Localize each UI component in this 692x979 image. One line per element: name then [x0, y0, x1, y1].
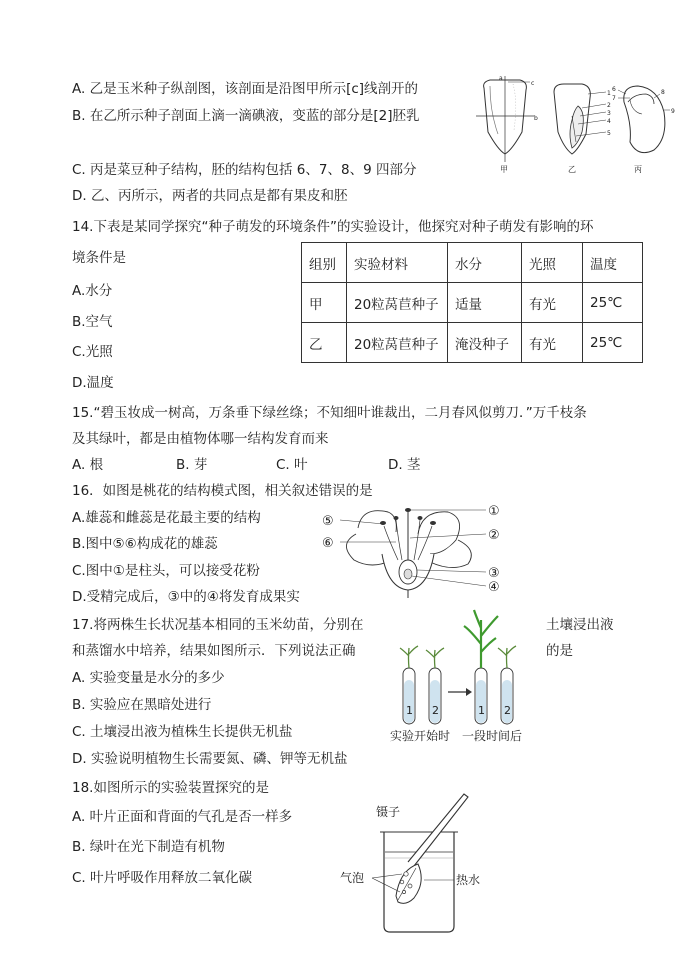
q13-option-c: C. 丙是菜豆种子结构，胚的结构包括 6、7、8、9 四部分: [72, 162, 417, 178]
seed-structure-figure: [468, 72, 678, 180]
label-tweezers: 镊子: [376, 805, 401, 819]
q13-option-d: D. 乙、丙所示，两者的共同点是都有果皮和胚: [72, 188, 348, 204]
q14-option-c: C.光照: [72, 344, 113, 360]
table-cell: 25℃: [583, 283, 643, 323]
label-circled-1: ①: [488, 504, 500, 519]
q14-option-b: B.空气: [72, 314, 113, 330]
label-c: c: [531, 80, 535, 87]
label-circled-6: ⑥: [322, 536, 334, 551]
label-6: 6: [612, 86, 616, 93]
table-header-row: [302, 243, 643, 283]
tube-label-2-before: 2: [432, 704, 439, 717]
q15-option-b: B. 芽: [176, 457, 208, 473]
table-cell: 甲: [302, 283, 347, 323]
table-cell: 20粒莴苣种子: [347, 323, 448, 363]
tube-label-1-before: 1: [406, 704, 413, 717]
tube-label-1-after: 1: [478, 704, 485, 717]
q16-stem: 16．如图是桃花的结构模式图，相关叙述错误的是: [72, 483, 373, 499]
label-9: 9: [671, 108, 675, 115]
q14-stem-line1: 14.下表是某同学探究“种子萌发的环境条件”的实验设计，他探究对种子萌发有影响的环: [72, 219, 594, 235]
q14-option-a: A.水分: [72, 283, 113, 299]
q15-stem-line1: 15.“碧玉妆成一树高，万条垂下绿丝绦；不知细叶谁裁出，二月春风似剪刀．”万千枝条: [72, 405, 587, 421]
q18-stem: 18.如图所示的实验装置探究的是: [72, 780, 269, 796]
label-8: 8: [661, 89, 665, 96]
tube-label-2-after: 2: [504, 704, 511, 717]
q14-stem-line2: 境条件是: [72, 250, 126, 266]
label-bubbles: 气泡: [340, 871, 365, 885]
header-water: 水分: [448, 243, 522, 283]
q17-option-d: D. 实验说明植物生长需要氮、磷、钾等无机盐: [72, 751, 348, 767]
table-cell: 适量: [448, 283, 522, 323]
label-circled-4: ④: [488, 580, 500, 595]
table-cell: 有光: [522, 283, 583, 323]
header-material: 实验材料: [347, 243, 448, 283]
q17-option-a: A. 实验变量是水分的多少: [72, 670, 225, 686]
label-5: 5: [607, 130, 611, 137]
table-cell: 淹没种子: [448, 323, 522, 363]
caption-start: 实验开始时: [390, 729, 451, 743]
label-b: b: [534, 115, 538, 122]
q13-option-b: B. 在乙所示种子剖面上滴一滴碘液，变蓝的部分是[2]胚乳: [72, 108, 420, 124]
q15-option-c: C. 叶: [276, 457, 308, 473]
q18-option-b: B. 绿叶在光下制造有机物: [72, 839, 225, 855]
q14-option-d: D.温度: [72, 375, 114, 391]
experiment-table: [301, 242, 643, 363]
q18-option-c: C. 叶片呼吸作用释放二氧化碳: [72, 870, 253, 886]
q17-stem-line1-left: 17.将两株生长状况基本相同的玉米幼苗，分别在: [72, 617, 364, 633]
label-3: 3: [607, 110, 611, 117]
table-cell: 乙: [302, 323, 347, 363]
q15-stem-line2: 及其绿叶，都是由植物体哪一结构发育而来: [72, 431, 329, 447]
q17-stem-line2-right: 的是: [546, 643, 573, 659]
header-light: 光照: [522, 243, 583, 283]
q15-option-d: D. 茎: [388, 457, 421, 473]
q15-option-a: A. 根: [72, 457, 104, 473]
q16-option-c: C.图中①是柱头，可以接受花粉: [72, 563, 260, 579]
caption-yi: 乙: [568, 165, 576, 174]
table-row: [302, 283, 643, 323]
table-cell: 20粒莴苣种子: [347, 283, 448, 323]
q16-option-d: D.受精完成后，③中的④将发育成果实: [72, 589, 300, 605]
header-group: 组别: [302, 243, 347, 283]
leaf-hot-water-figure: [336, 786, 496, 936]
table-row: [302, 323, 643, 363]
label-circled-3: ③: [488, 566, 500, 581]
label-circled-2: ②: [488, 528, 500, 543]
q13-option-a: A. 乙是玉米种子纵剖图，该剖面是沿图甲所示[c]线剖开的: [72, 81, 419, 97]
label-2: 2: [607, 102, 611, 109]
q16-option-a: A.雄蕊和雌蕊是花最主要的结构: [72, 510, 261, 526]
q17-stem-line2-left: 和蒸馏水中培养，结果如图所示．下列说法正确: [72, 643, 356, 659]
label-hot-water: 热水: [456, 873, 481, 887]
q18-option-a: A. 叶片正面和背面的气孔是否一样多: [72, 809, 293, 825]
q17-option-c: C. 土壤浸出液为植株生长提供无机盐: [72, 724, 293, 740]
peach-flower-figure: [318, 498, 508, 598]
label-7: 7: [612, 95, 616, 102]
q16-option-b: B.图中⑤⑥构成花的雄蕊: [72, 536, 218, 552]
label-4: 4: [607, 118, 611, 125]
label-circled-5: ⑤: [322, 514, 334, 529]
caption-jia: 甲: [500, 165, 508, 174]
q17-stem-line1-right: 土壤浸出液: [546, 617, 614, 633]
table-cell: 有光: [522, 323, 583, 363]
table-cell: 25℃: [583, 323, 643, 363]
q17-option-b: B. 实验应在黑暗处进行: [72, 697, 212, 713]
label-1: 1: [607, 90, 611, 97]
corn-seedling-figure: [386, 608, 536, 746]
caption-later: 一段时间后: [462, 729, 523, 743]
caption-bing: 丙: [634, 165, 642, 174]
label-a: a: [499, 75, 503, 82]
header-temperature: 温度: [583, 243, 643, 283]
